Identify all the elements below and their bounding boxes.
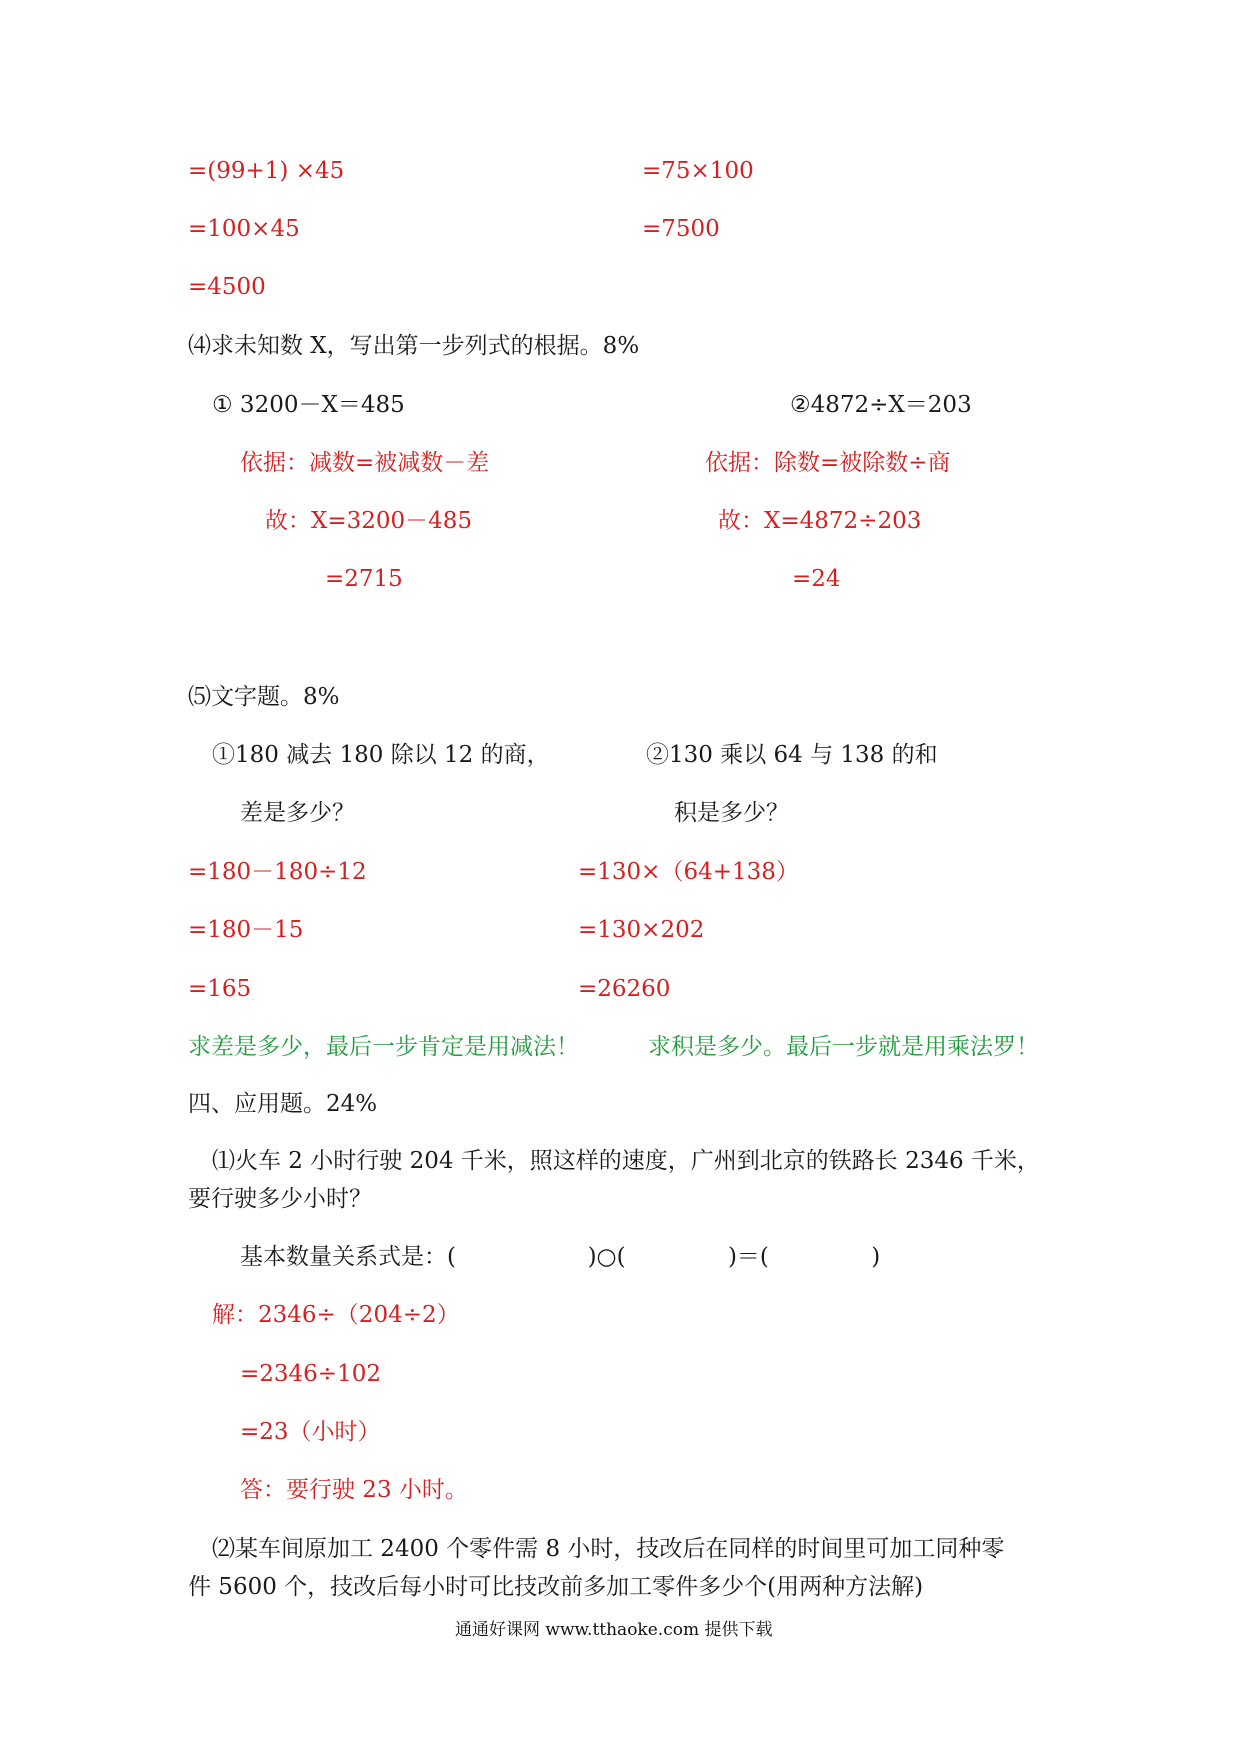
section5-q2-step1: =130×（64+138） xyxy=(578,859,799,885)
section5-q1-step1: =180－180÷12 xyxy=(188,859,367,885)
part4-title: 四、应用题。24% xyxy=(188,1091,378,1117)
section4-q1-problem: ① 3200－X＝485 xyxy=(212,392,405,418)
section4-q1-basis: 依据：减数=被减数－差 xyxy=(240,450,490,476)
part4-q1-sol2: =2346÷102 xyxy=(240,1361,381,1387)
section5-q2-step3: =26260 xyxy=(578,976,671,1002)
calc-right-line-2: =7500 xyxy=(642,216,720,242)
section5-q1-line2: 差是多少？ xyxy=(240,800,355,826)
page-footer: 通通好课网 www.tthaoke.com 提供下载 xyxy=(455,1620,773,1640)
section5-q1-step3: =165 xyxy=(188,976,252,1002)
section5-q2-line1: ②130 乘以 64 与 138 的和 xyxy=(646,742,938,768)
calc-left-line-3: =4500 xyxy=(188,274,266,300)
part4-q2-line2: 件 5600 个，技改后每小时可比技改前多加工零件多少个(用两种方法解) xyxy=(188,1574,924,1600)
section4-q1-step2: =2715 xyxy=(325,566,403,592)
part4-q1-line1: ⑴火车 2 小时行驶 204 千米，照这样的速度，广州到北京的铁路长 2346 千米， xyxy=(212,1148,1040,1174)
section5-q1-step2: =180－15 xyxy=(188,917,304,943)
section4-q1-step1: 故：X=3200－485 xyxy=(265,508,473,534)
section5-q1-tip: 求差是多少，最后一步肯定是用减法！ xyxy=(188,1034,579,1060)
section5-q2-step2: =130×202 xyxy=(578,917,705,943)
section4-title: ⑷求未知数 X，写出第一步列式的根据。8% xyxy=(188,333,640,359)
section4-q2-basis: 依据：除数=被除数÷商 xyxy=(705,450,951,476)
section4-q2-step1: 故：X=4872÷203 xyxy=(718,508,922,534)
section5-q2-line2: 积是多少？ xyxy=(674,800,789,826)
calc-left-line-1: =(99+1) ×45 xyxy=(188,158,345,184)
section5-title: ⑸文字题。8% xyxy=(188,684,340,710)
part4-q1-relation: 基本数量关系式是：( )○( )＝( ) xyxy=(240,1244,881,1270)
section5-q1-line1: ①180 减去 180 除以 12 的商， xyxy=(212,742,550,768)
calc-right-line-1: =75×100 xyxy=(642,158,754,184)
part4-q1-sol1: 解：2346÷（204÷2） xyxy=(212,1302,460,1328)
part4-q1-answer: 答：要行驶 23 小时。 xyxy=(240,1477,468,1503)
part4-q1-sol3: =23（小时） xyxy=(240,1419,381,1445)
section4-q2-problem: ②4872÷X＝203 xyxy=(790,392,972,418)
part4-q1-line2: 要行驶多少小时？ xyxy=(188,1186,372,1212)
section4-q2-step2: =24 xyxy=(792,566,841,592)
part4-q2-line1: ⑵某车间原加工 2400 个零件需 8 小时，技改后在同样的时间里可加工同种零 xyxy=(212,1536,1005,1562)
section5-q2-tip: 求积是多少。最后一步就是用乘法罗！ xyxy=(648,1034,1039,1060)
calc-left-line-2: =100×45 xyxy=(188,216,300,242)
